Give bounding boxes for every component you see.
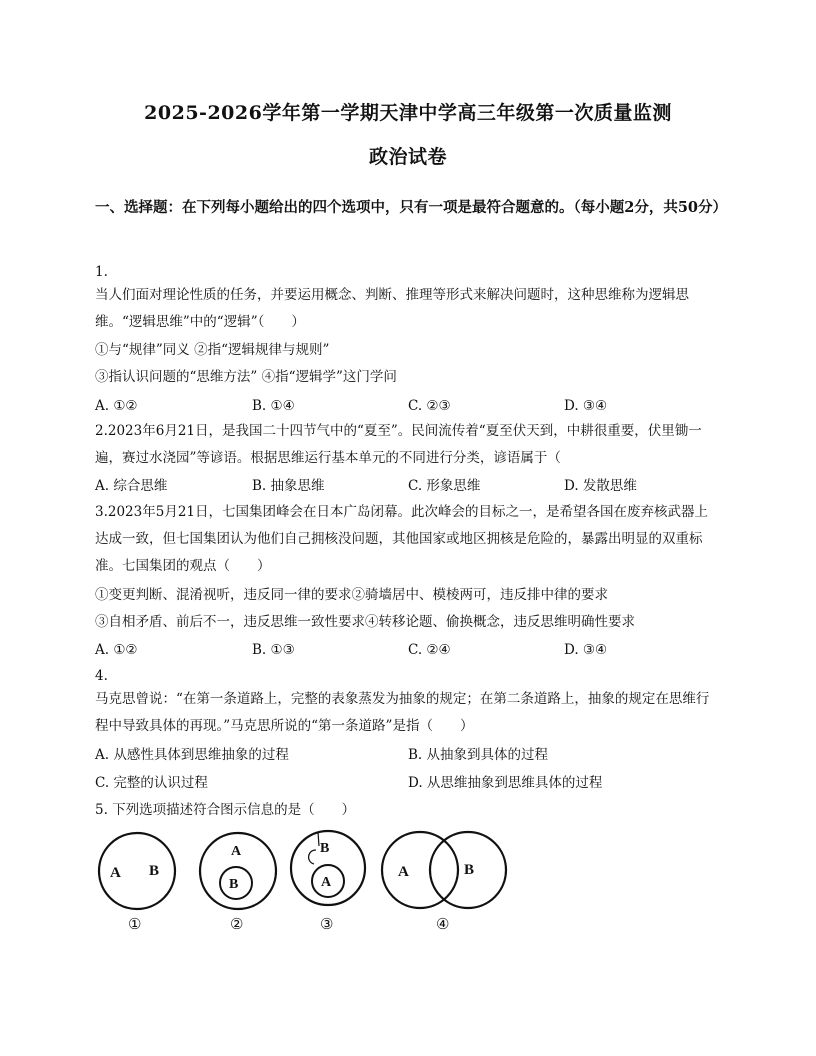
question-3-option-d: D. ③④ [564, 642, 608, 658]
question-1-option-d: D. ③④ [564, 398, 608, 414]
question-1-statement-1: ①与“规律”同义 ②指“逻辑规律与规则” [95, 342, 330, 358]
figure-1 [99, 833, 175, 933]
question-1-statement-2: ③指认识问题的“思维方法” ④指“逻辑学”这门学问 [95, 369, 397, 385]
question-3-stem: 3.2023年5月21日，七国集团峰会在日本广岛闭幕。此次峰会的目标之一，是希望各国在废弃核武器上达成一致，但七国集团认为他们自己拥核没问题，其他国家或地区拥核是危险的，暴露出明显的双重标准。七国集团的观点（ ） [95, 504, 709, 574]
question-3-statement-1: ①变更判断、混淆视听，违反同一律的要求②骑墙居中、模棱两可，违反排中律的要求 [95, 587, 608, 603]
figure-1-label-a: A [110, 865, 121, 881]
figure-4-circle-a [382, 832, 458, 908]
question-3-option-c: C. ②④ [408, 642, 451, 658]
question-2-stem: 2.2023年6月21日，是我国二十四节气中的“夏至”。民间流传着“夏至伏天到，中耕很重要，伏里锄一遍，赛过水浇园”等谚语。根据思维运行基本单元的不同进行分类，谚语属于（ [95, 423, 702, 466]
question-1-number: 1. [95, 264, 108, 280]
question-1-option-a: A. ①② [95, 398, 138, 414]
figure-4-label-b: B [464, 862, 475, 878]
figure-1-caption: ① [128, 917, 142, 933]
question-4-option-b: B. 从抽象到具体的过程 [408, 747, 549, 763]
figure-2-label-b: B [229, 877, 239, 892]
figure-4-caption: ④ [436, 917, 450, 933]
question-4-option-a: A. 从感性具体到思维抽象的过程 [95, 747, 289, 763]
question-1-stem: 当人们面对理论性质的任务，并要运用概念、判断、推理等形式来解决问题时，这种思维称为逻辑思维。“逻辑思维”中的“逻辑”（ ） [95, 287, 689, 330]
figure-4-label-a: A [398, 864, 409, 880]
question-4-stem: 马克思曾说：“在第一条道路上，完整的表象蒸发为抽象的规定；在第二条道路上，抽象的规定在思维行程中导致具体的再现。”马克思所说的“第一条道路”是指（ ） [95, 691, 710, 734]
question-5-stem: 5. 下列选项描述符合图示信息的是（ ） [95, 802, 356, 818]
question-3-option-b: B. ①③ [252, 642, 295, 658]
figure-4 [382, 832, 506, 933]
figure-2-label-a: A [231, 844, 242, 859]
figure-3 [291, 831, 365, 933]
section-heading: 一、选择题：在下列每小题给出的四个选项中，只有一项是最符合题意的。（每小题2分，共50分） [95, 199, 728, 216]
question-2-option-a: A. 综合思维 [95, 478, 168, 494]
figure-3-caption: ③ [320, 917, 334, 933]
exam-title: 2025-2026学年第一学期天津中学高三年级第一次质量监测 [144, 102, 672, 124]
question-2-option-b: B. 抽象思维 [252, 478, 325, 494]
exam-subtitle: 政治试卷 [368, 146, 447, 168]
question-1-option-c: C. ②③ [408, 398, 451, 414]
question-4-option-c: C. 完整的认识过程 [95, 775, 208, 791]
question-2-option-c: C. 形象思维 [408, 478, 481, 494]
question-4-number: 4. [95, 668, 108, 684]
figure-2-caption: ② [230, 917, 244, 933]
question-3-option-a: A. ①② [95, 642, 138, 658]
question-1-option-b: B. ①④ [252, 398, 295, 414]
question-4-option-d: D. 从思维抽象到思维具体的过程 [408, 775, 603, 791]
figure-3-label-b: B [320, 841, 330, 856]
figure-2 [200, 833, 276, 933]
question-2-option-d: D. 发散思维 [564, 478, 637, 494]
question-3-statement-2: ③自相矛盾、前后不一，违反思维一致性要求④转移论题、偷换概念，违反思维明确性要求 [95, 614, 635, 630]
figure-3-label-a: A [321, 875, 332, 890]
figure-1-label-b: B [149, 863, 160, 879]
